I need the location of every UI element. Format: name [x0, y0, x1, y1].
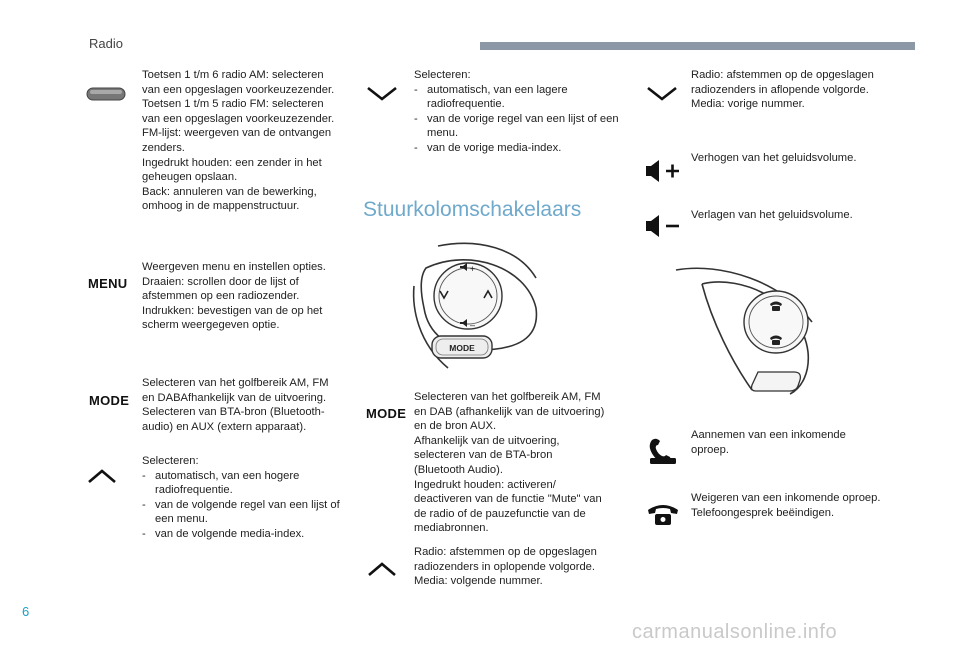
phone-hangup-icon [646, 502, 680, 528]
mode-sw-description: Selecteren van het golfbereik AM, FM en DAB (afhankelijk van de uitvoering) en de bron AUX. Afhankelijk van de uitvoering, selecteren van de BTA-bron (Bluetooth Audio). Ingedrukt houden: activeren/ deactiveren van de functie "Mute" van de radio of de pauzefunctie van de mediabronnen. [414, 391, 605, 535]
svg-text:–: – [470, 320, 476, 330]
list-item: - automatisch, van een hogere radiofrequentie. [142, 469, 342, 498]
answer-call-description: Aannemen van een inkomende oproep. [691, 429, 846, 456]
watermark: carmanualsonline.info [632, 621, 838, 643]
volume-up-icon [644, 158, 682, 184]
chevron-up-icon [367, 561, 397, 577]
reject-call-description: Weigeren van een inkomende oproep. Telefoongesprek beëindigen. [691, 492, 881, 519]
preset-button-icon [86, 86, 126, 102]
chevron-down-icon [646, 86, 678, 102]
list-item: - van de vorige media-index. [414, 141, 619, 156]
presets-description: Toetsen 1 t/m 6 radio AM: selecteren van een opgeslagen voorkeuzezender. Toetsen 1 t/m 5 radio FM: selecteren van een opgeslagen voorkeuzezender. FM-lijst: weergeven van de ontvangen zenders. Ingedrukt houden: een zender in het geheugen opslaan. Back: annuleren van de bewerking, omhoog in de mappenstructuur. [142, 69, 335, 213]
section-title: Stuurkolomschakelaars [363, 198, 582, 221]
menu-description: Weergeven menu en instellen opties. Draaien: scrollen door de lijst of afstemmen op een radiozender. Indrukken: bevestigen van de op het scherm weergegeven optie. [142, 261, 326, 332]
up-description: Selecteren: - automatisch, van een hogere radiofrequentie. - van de volgende regel van een lijst of een menu. - van de volgende media-index. [142, 454, 342, 542]
volume-up-description: Verhogen van het geluidsvolume. [691, 152, 857, 164]
header-bar [480, 42, 915, 50]
chevron-up-icon [87, 468, 117, 484]
page-number: 6 [22, 604, 30, 619]
steering-wheel-left-figure [408, 238, 558, 383]
mode-description: Selecteren van het golfbereik AM, FM en DABAfhankelijk van de uitvoering. Selecteren van BTA-bron (Bluetooth- audio) en AUX (extern apparaat). [142, 377, 329, 433]
volume-down-icon [644, 213, 682, 239]
steering-wheel-right-figure [672, 262, 832, 407]
mode-key-label: MODE [89, 393, 130, 408]
list-item: - van de volgende regel van een lijst of een menu. [142, 498, 342, 527]
svg-text:+: + [470, 264, 476, 274]
figure-mode-button: MODE [449, 343, 475, 353]
list-item: - van de volgende media-index. [142, 527, 342, 542]
menu-key-label: MENU [88, 276, 128, 291]
section-header: Radio [89, 36, 123, 51]
list-item: - automatisch, van een lagere radiofrequentie. [414, 83, 619, 112]
mode-key-label: MODE [366, 406, 407, 421]
next-track-description: Radio: afstemmen op de opgeslagen radiozenders in oplopende volgorde. Media: volgende nummer. [414, 546, 597, 588]
list-item: - van de vorige regel van een lijst of een menu. [414, 112, 619, 141]
down-description: Selecteren: - automatisch, van een lagere radiofrequentie. - van de vorige regel van een lijst of een menu. - van de vorige media-index. [414, 68, 619, 156]
phone-answer-icon [646, 436, 680, 466]
chevron-down-icon [366, 86, 398, 102]
volume-down-description: Verlagen van het geluidsvolume. [691, 209, 853, 221]
prev-track-description: Radio: afstemmen op de opgeslagen radiozenders in aflopende volgorde. Media: vorige nummer. [691, 69, 874, 111]
